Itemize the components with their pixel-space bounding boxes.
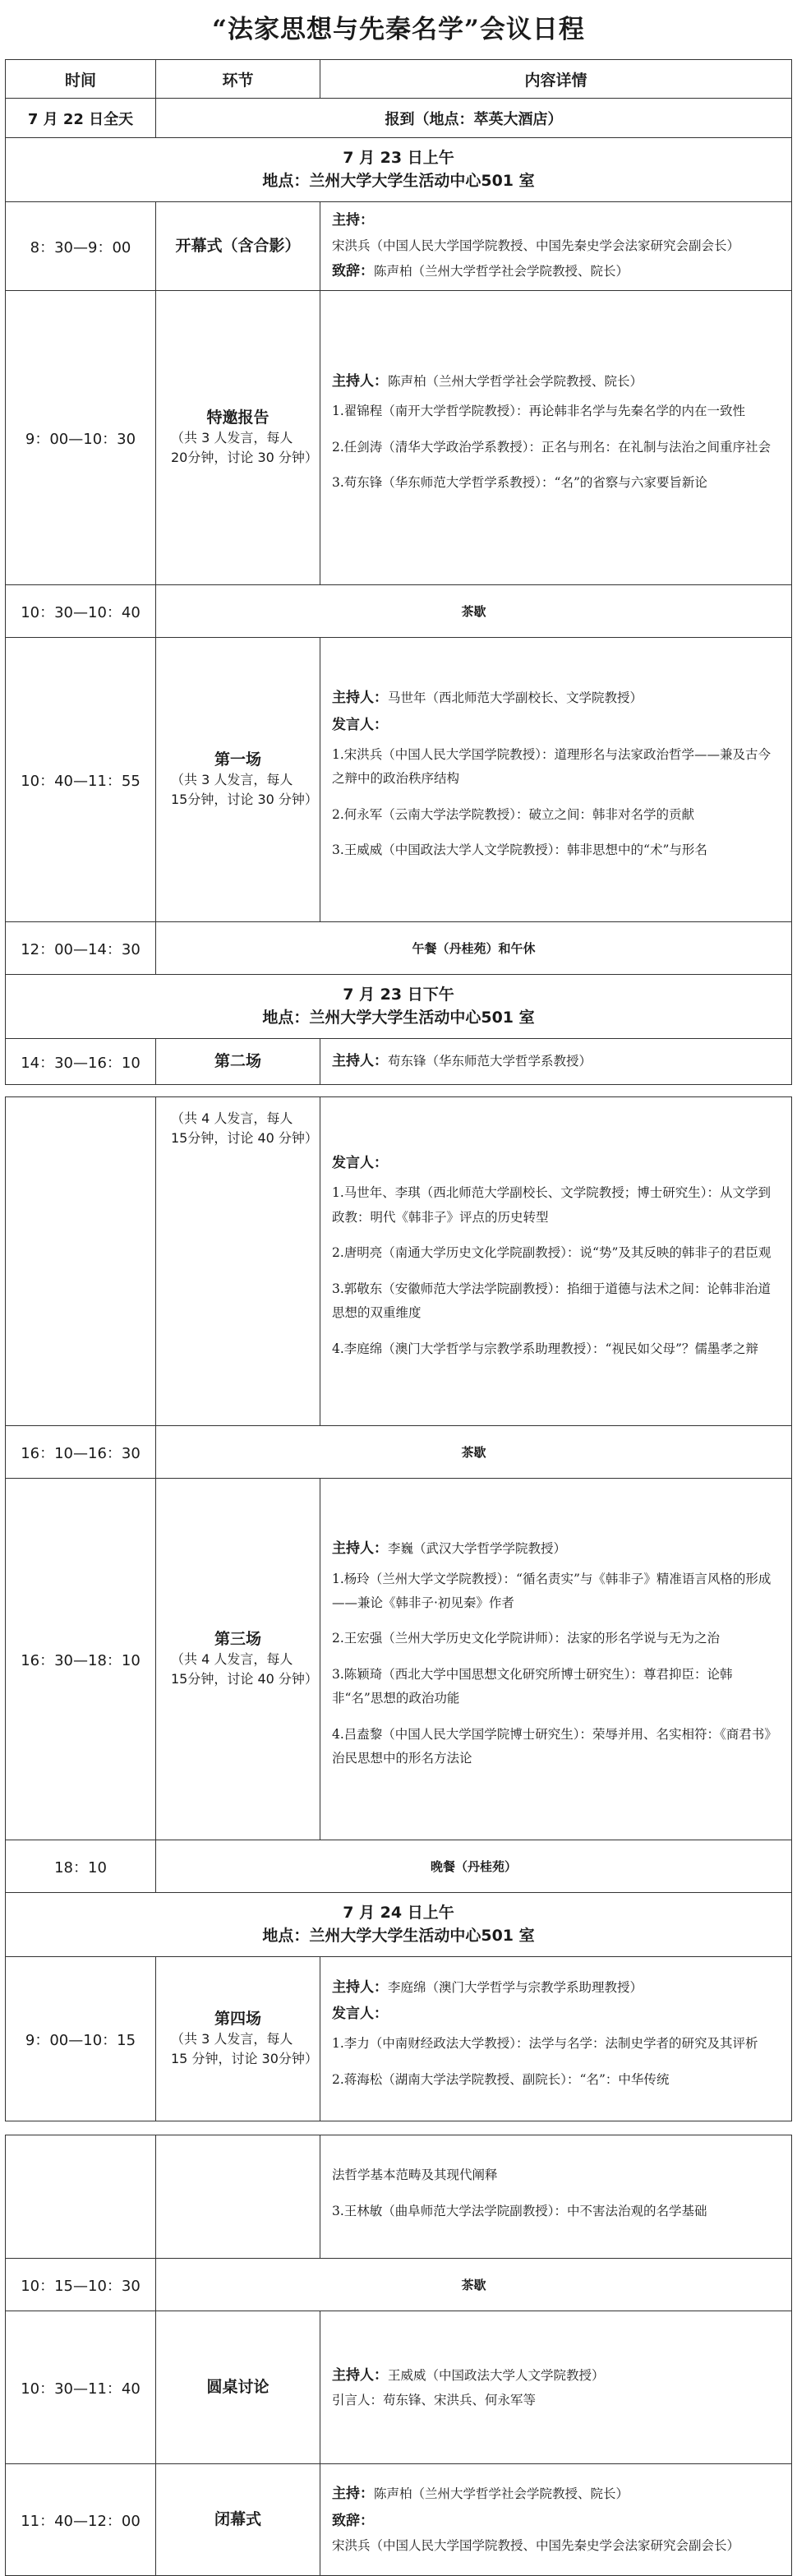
host-name: 陈声柏（兰州大学哲学社会学院教授、院长） (388, 374, 643, 390)
panel4-time: 9：00—10：15 (6, 1957, 156, 2121)
panel1-row (6, 638, 792, 922)
panel4-row (6, 1957, 792, 2121)
session-header-0724am (6, 1893, 792, 1957)
talk-item: 1.翟锦程（南开大学哲学院教授）：再论韩非名学与先秦名学的内在一致性 (332, 404, 746, 419)
panel2-host (320, 1039, 792, 1085)
host-name: 苟东锋（华东师范大学哲学系教授） (388, 1054, 592, 1069)
schedule-table-part1 (5, 59, 792, 1085)
page-break (5, 2121, 792, 2135)
registration-text: 报到（地点：萃英大酒店） (156, 99, 792, 138)
host-label: 主持人： (332, 690, 388, 707)
panel2-speakers-row (6, 1097, 792, 1426)
talk-item: 1.马世年、李琪（西北师范大学副校长、文学院教授；博士研究生）：从文学到政教：明代《韩非子》评点的历史转型 (332, 1185, 772, 1225)
tea-break-row (6, 1426, 792, 1479)
panel3-note: （共 4 人发言，每人 15分钟，讨论 40 分钟） (171, 1650, 318, 1687)
opening-segment: 开幕式（含合影） (175, 237, 301, 256)
session-date: 7 月 23 日上午 (343, 148, 454, 167)
panel4-details (320, 1957, 792, 2121)
closing-details (320, 2464, 792, 2576)
special-details (320, 291, 792, 585)
panel4-cont-time-empty (6, 2135, 156, 2259)
dinner-row (6, 1840, 792, 1893)
host-label: 主持： (332, 2486, 374, 2503)
session-venue: 地点：兰州大学大学生活动中心501 室 (262, 1926, 535, 1945)
panel4-continued-row (6, 2135, 792, 2259)
opening-row (6, 202, 792, 291)
speech-name: 陈声柏（兰州大学哲学社会学院教授、院长） (374, 264, 629, 279)
talk-item-continued: 法哲学基本范畴及其现代阐释 (332, 2167, 498, 2183)
session-venue: 地点：兰州大学大学生活动中心501 室 (262, 171, 535, 190)
special-time: 9：00—10：30 (6, 291, 156, 585)
panel4-cont-details (320, 2135, 792, 2259)
talk-item: 4.李庭绵（澳门大学哲学与宗教学系助理教授）：“视民如父母”？儒墨孝之辩 (332, 1341, 758, 1356)
tea-time: 16：10—16：30 (6, 1426, 156, 1479)
session-date: 7 月 24 日上午 (343, 1903, 454, 1922)
header-row (6, 60, 792, 99)
tea-text: 茶歇 (156, 1426, 792, 1479)
dinner-time: 18：10 (6, 1840, 156, 1893)
talk-item: 3.苟东锋（华东师范大学哲学系教授）：“名”的省察与六家要旨新论 (332, 475, 707, 491)
host-name: 宋洪兵（中国人民大学国学院教授、中国先秦史学会法家研究会副会长） (332, 238, 740, 253)
panel3-time: 16：30—18：10 (6, 1479, 156, 1840)
panel3-row (6, 1479, 792, 1840)
panel2-time: 14：30—16：10 (6, 1039, 156, 1085)
host-name: 陈声柏（兰州大学哲学社会学院教授、院长） (374, 2486, 629, 2502)
host-name: 李巍（武汉大学哲学学院教授） (388, 1541, 567, 1557)
talk-item: 3.陈颖琦（西北大学中国思想文化研究所博士研究生）：尊君抑臣：论韩非“名”思想的政治功能 (332, 1666, 733, 1706)
speech-label: 致辞： (332, 2512, 374, 2529)
talk-item: 2.蒋海松（湖南大学法学院教授、副院长）：“名”：中华传统 (332, 2071, 670, 2087)
host-label: 主持人： (332, 1053, 388, 1070)
panel2-note: （共 4 人发言，每人 15分钟，讨论 40 分钟） (171, 1110, 318, 1146)
panel4-cont-segment-empty (156, 2135, 320, 2259)
roundtable-row (6, 2311, 792, 2464)
host-label: 主持人： (332, 2366, 388, 2384)
special-segment: 特邀报告 (206, 409, 270, 427)
host-name: 马世年（西北师范大学副校长、文学院教授） (388, 690, 643, 706)
panel4-segment: 第四场 (214, 2010, 261, 2029)
closing-segment: 闭幕式 (214, 2510, 261, 2529)
header-details: 内容详情 (320, 60, 792, 99)
header-segment: 环节 (156, 60, 320, 99)
tea-break-row (6, 585, 792, 638)
speaker-label: 发言人： (332, 2006, 388, 2023)
dinner-text: 晚餐（丹桂苑） (156, 1840, 792, 1893)
guide-names: 苟东锋、宋洪兵、何永军等 (383, 2392, 537, 2407)
schedule-page (5, 0, 792, 2576)
guide-label: 引言人： (332, 2392, 384, 2407)
talk-item: 1.杨玲（兰州大学文学院教授）：“循名责实”与《韩非子》精准语言风格的形成——兼论《韩非子·初见秦》作者 (332, 1571, 772, 1611)
talk-item: 2.王宏强（兰州大学历史文化学院讲师）：法家的形名学说与无为之治 (332, 1631, 721, 1646)
registration-row (6, 99, 792, 138)
panel1-note: （共 3 人发言，每人 15分钟，讨论 30 分钟） (171, 771, 318, 807)
session-venue: 地点：兰州大学大学生活动中心501 室 (262, 1008, 535, 1027)
panel2-row (6, 1039, 792, 1085)
panel1-segment: 第一场 (214, 750, 261, 769)
session-header-0723am (6, 138, 792, 202)
lunch-text: 午餐（丹桂苑）和午休 (156, 922, 792, 975)
panel2-time-empty (6, 1097, 156, 1426)
lunch-time: 12：00—14：30 (6, 922, 156, 975)
special-report-row (6, 291, 792, 585)
closing-row (6, 2464, 792, 2576)
roundtable-segment: 圆桌讨论 (206, 2378, 270, 2397)
talk-item: 3.王威威（中国政法大学人文学院教授）：韩非思想中的“术”与形名 (332, 843, 707, 858)
session-header-row (6, 975, 792, 1039)
panel3-details (320, 1479, 792, 1840)
talk-item: 1.李力（中南财经政法大学教授）：法学与名学：法制史学者的研究及其评析 (332, 2036, 758, 2052)
host-label: 主持人： (332, 373, 388, 390)
host-label: 主持人： (332, 1540, 388, 1558)
talk-item: 3.王林敏（曲阜师范大学法学院副教授）：中不害法治观的名学基础 (332, 2203, 707, 2218)
closing-time: 11：40—12：00 (6, 2464, 156, 2576)
schedule-table-part3 (5, 2135, 792, 2576)
tea-time: 10：15—10：30 (6, 2259, 156, 2311)
panel3-segment: 第三场 (214, 1630, 261, 1649)
panel2-details (320, 1097, 792, 1426)
header-time: 时间 (6, 60, 156, 99)
talk-item: 1.宋洪兵（中国人民大学国学院教授）：道理形名与法家政治哲学——兼及古今之辩中的政治秩序结构 (332, 746, 772, 787)
roundtable-details (320, 2311, 792, 2464)
roundtable-time: 10：30—11：40 (6, 2311, 156, 2464)
speech-name: 宋洪兵（中国人民大学国学院教授、中国先秦史学会法家研究会副会长） (332, 2538, 740, 2554)
host-label: 主持： (332, 212, 374, 229)
speaker-label: 发言人： (332, 1155, 388, 1172)
page-title: “法家思想与先秦名学”会议日程 (212, 15, 585, 44)
session-header-row (6, 138, 792, 202)
lunch-row (6, 922, 792, 975)
panel4-note: （共 3 人发言，每人 15 分钟，讨论 30分钟） (171, 2030, 318, 2066)
schedule-table-part2 (5, 1096, 792, 2121)
talk-item: 2.任剑涛（清华大学政治学系教授）：正名与刑名：在礼制与法治之间重序社会 (332, 439, 772, 455)
registration-time: 7 月 22 日全天 (6, 99, 156, 138)
special-note: （共 3 人发言，每人 20分钟，讨论 30 分钟） (171, 429, 318, 465)
speaker-label: 发言人： (332, 716, 388, 733)
talk-item: 4.吕盍黎（中国人民大学国学院博士研究生）：荣辱并用、名实相符：《商君书》治民思想中的形名方法论 (332, 1726, 777, 1766)
tea-time: 10：30—10：40 (6, 585, 156, 638)
host-name: 李庭绵（澳门大学哲学与宗教学系助理教授） (388, 1979, 643, 1995)
page-break (5, 1085, 792, 1096)
host-name: 王威威（中国政法大学人文学院教授） (388, 2367, 605, 2383)
opening-time: 8：30—9：00 (6, 202, 156, 291)
panel1-details (320, 638, 792, 922)
session-header-row (6, 1893, 792, 1957)
talk-item: 2.唐明亮（南通大学历史文化学院副教授）：说“势”及其反映的韩非子的君臣观 (332, 1245, 772, 1261)
panel2-segment: 第二场 (214, 1052, 261, 1071)
session-date: 7 月 23 日下午 (343, 985, 454, 1004)
opening-details (320, 202, 792, 291)
talk-item: 2.何永军（云南大学法学院教授）：破立之间：韩非对名学的贡献 (332, 806, 695, 822)
speech-label: 致辞： (332, 263, 374, 280)
host-label: 主持人： (332, 1978, 388, 1996)
tea-break-row (6, 2259, 792, 2311)
tea-text: 茶歇 (156, 2259, 792, 2311)
session-header-0723pm (6, 975, 792, 1039)
tea-text: 茶歇 (156, 585, 792, 638)
panel1-time: 10：40—11：55 (6, 638, 156, 922)
talk-item: 3.郭敬东（安徽师范大学法学院副教授）：掐细于道德与法术之间：论韩非治道思想的双重维度 (332, 1281, 772, 1321)
